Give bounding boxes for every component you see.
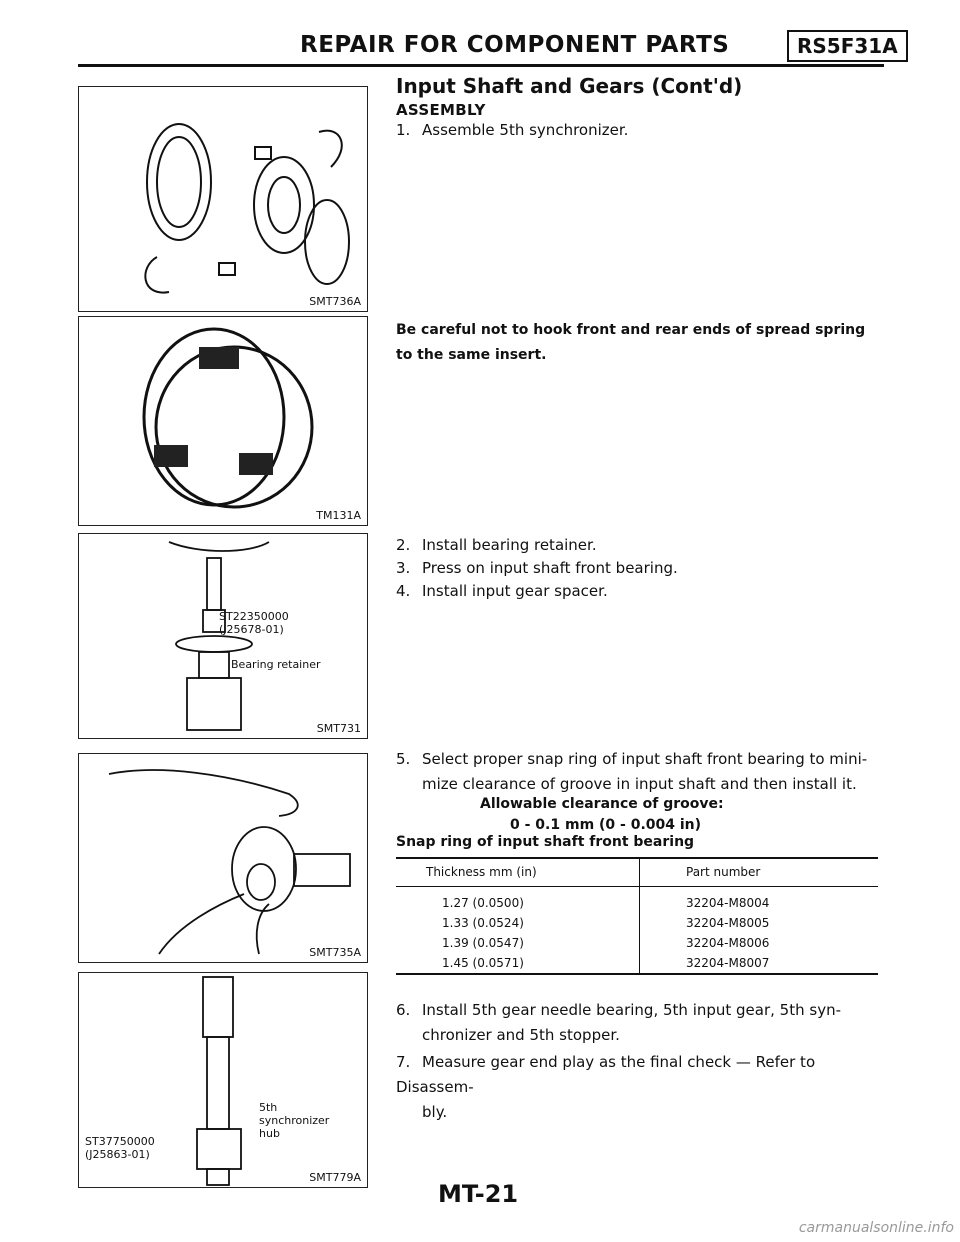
step-text: Install bearing retainer. [422,536,597,554]
table-rule [396,973,878,975]
step-number: 5. [396,750,411,768]
table-header-thickness: Thickness mm (in) [426,865,537,879]
table-cell: 32204-M8004 [686,896,770,910]
table-cell: 1.33 (0.0524) [442,916,524,930]
step-5 [396,747,886,797]
step-text-continued: mize clearance of groove in input shaft and then install it. [422,775,857,793]
step-number: 1. [396,121,411,139]
spread-spring-drawing [79,317,367,525]
table-cell: 32204-M8005 [686,916,770,930]
table-cell: 32204-M8006 [686,936,770,950]
part-callout-line2: synchronizer [259,1114,330,1127]
watermark-text: carmanualsonline.info [798,1220,954,1236]
part-callout-line3: hub [259,1127,280,1140]
synchronizer-exploded-drawing [79,87,367,311]
step-text: Measure gear end play as the final check — Refer to Disassem- [396,1053,816,1096]
page-number: MT-21 [438,1180,519,1208]
tool-callout-number: ST37750000 [85,1135,155,1148]
step-number: 2. [396,536,411,554]
snap-ring-hands-drawing [79,754,367,962]
figure-bearing-retainer [78,533,368,739]
step-7 [396,1050,886,1125]
section-subtitle: ASSEMBLY [396,101,486,119]
table-cell: 1.39 (0.0547) [442,936,524,950]
tool-callout-alt: (J25863-01) [85,1148,150,1161]
step-1 [396,118,886,143]
model-code-badge: RS5F31A [787,30,908,62]
figure-spread-spring [78,316,368,526]
step-text: Press on input shaft front bearing. [422,559,678,577]
bearing-retainer-press-drawing [79,534,367,738]
allowable-clearance-label: Allowable clearance of groove: [480,796,724,812]
section-title: Input Shaft and Gears (Cont'd) [396,74,743,98]
table-cell: 1.45 (0.0571) [442,956,524,970]
step-3 [396,556,886,581]
step-text: Assemble 5th synchronizer. [422,121,629,139]
figure-synchronizer-hub-press [78,972,368,1188]
tool-callout-number: ST22350000 [219,610,289,623]
step-4 [396,579,886,604]
page-header-title: REPAIR FOR COMPONENT PARTS [300,32,730,58]
figure-synchronizer-parts [78,86,368,312]
table-column-divider [639,857,640,973]
tool-callout-alt: (J25678-01) [219,623,284,636]
allowable-clearance-value: 0 - 0.1 mm (0 - 0.004 in) [510,817,702,833]
table-rule [396,857,878,859]
step-text: Install input gear spacer. [422,582,608,600]
table-cell: 1.27 (0.0500) [442,896,524,910]
header-divider [78,64,884,67]
caution-note: Be careful not to hook front and rear ends of spread spring to the same insert. [396,322,866,363]
snap-ring-table [396,857,878,977]
step-text-continued: bly. [422,1103,448,1121]
step-number: 6. [396,1001,411,1019]
step-number: 3. [396,559,411,577]
table-header-part-number: Part number [686,865,761,879]
figure-code: SMT735A [309,946,361,959]
step-text: Select proper snap ring of input shaft front bearing to mini- [422,750,868,768]
table-title: Snap ring of input shaft front bearing [396,834,695,850]
figure-code: SMT736A [309,295,361,308]
step-2 [396,533,886,558]
step-number: 4. [396,582,411,600]
figure-code: TM131A [316,509,361,522]
step-6 [396,998,886,1048]
figure-code: SMT731 [316,722,361,735]
step-text-continued: chronizer and 5th stopper. [422,1026,620,1044]
table-rule [396,886,878,887]
step-number: 7. [396,1053,411,1071]
step-text: Install 5th gear needle bearing, 5th input gear, 5th syn- [422,1001,841,1019]
table-cell: 32204-M8007 [686,956,770,970]
part-callout-line1: 5th [259,1101,278,1114]
figure-snap-ring-install [78,753,368,963]
figure-code: SMT779A [309,1171,361,1184]
part-callout: Bearing retainer [231,658,321,671]
